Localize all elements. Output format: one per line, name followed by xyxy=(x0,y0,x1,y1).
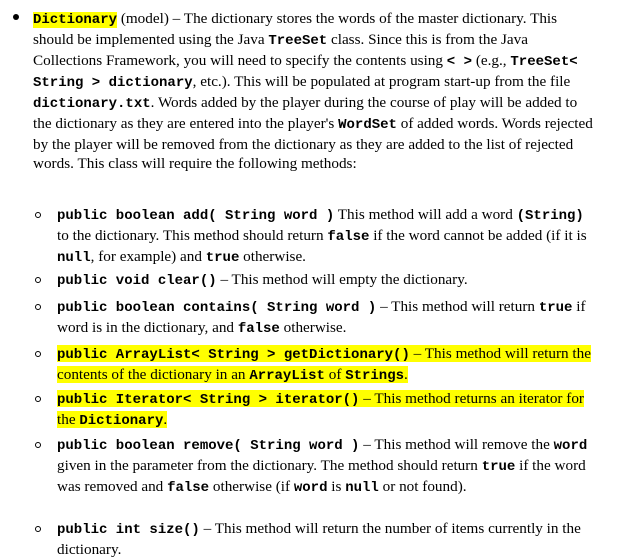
circle-bullet-icon xyxy=(35,396,41,402)
method-clear: public void clear() – This method will empty the dictionary. xyxy=(33,270,593,291)
intro-paragraph: Dictionary (model) – The dictionary stores the words of the master dictionary. This should be implemented using the Java TreeSet class. Since this is from the Java Collections Framework, you will need to specify the contents using < > (e.g., TreeSet< String > dictionary, etc.). This will be populated at program start-up from the file dictionary.txt. Words added by the player during the course of play will be added to the dictionary as they are entered into the player's WordSet of added words. Words rejected by the player will be removed from the dictionary as they are added to the list of rejected words. This class will require the following methods: xyxy=(33,10,593,172)
method-list xyxy=(33,435,593,498)
method-signature: public boolean remove( String word ) xyxy=(57,438,360,454)
highlighted-text: public ArrayList< String > getDictionary() – This method will return the contents of the dictionary in an ArrayList of Strings. xyxy=(57,345,591,384)
method-list xyxy=(33,297,593,339)
highlighted-text: public Iterator< String > iterator() – This method returns an iterator for the Dictionary. xyxy=(57,390,584,429)
method-list xyxy=(33,270,593,291)
circle-bullet-icon xyxy=(35,526,41,532)
method-signature: public boolean add( String word ) xyxy=(57,208,335,224)
class-name: Dictionary xyxy=(33,12,118,28)
method-list xyxy=(33,344,593,386)
circle-bullet-icon xyxy=(35,212,41,218)
dictionary-description xyxy=(33,9,593,173)
circle-bullet-icon xyxy=(35,442,41,448)
circle-bullet-icon xyxy=(35,351,41,357)
method-list xyxy=(33,205,593,268)
method-signature: public int size() xyxy=(57,522,200,538)
method-size: public int size() – This method will return the number of items currently in the dictionary. xyxy=(33,519,593,559)
method-signature: public boolean contains( String word ) xyxy=(57,300,377,316)
method-signature: public void clear() xyxy=(57,273,217,289)
circle-bullet-icon xyxy=(35,304,41,310)
method-list xyxy=(33,389,593,431)
bullet-dot-icon xyxy=(13,14,19,20)
method-remove: public boolean remove( String word ) – This method will remove the word given in the parameter from the dictionary. The method should return true if the word was removed and false otherwise (if word is null or not found). xyxy=(33,435,593,498)
method-list xyxy=(33,519,593,559)
method-contains: public boolean contains( String word ) – This method will return true if word is in the dictionary, and false otherwise. xyxy=(33,297,593,339)
method-signature: public ArrayList< String > getDictionary() xyxy=(57,347,410,363)
method-iterator xyxy=(33,389,593,431)
method-signature: public Iterator< String > iterator() xyxy=(57,392,360,408)
method-get-dictionary xyxy=(33,344,593,386)
method-add: public boolean add( String word ) This method will add a word (String) to the dictionary. This method should return false if the word cannot be added (if it is null, for example) and true otherwise. xyxy=(33,205,593,268)
circle-bullet-icon xyxy=(35,277,41,283)
